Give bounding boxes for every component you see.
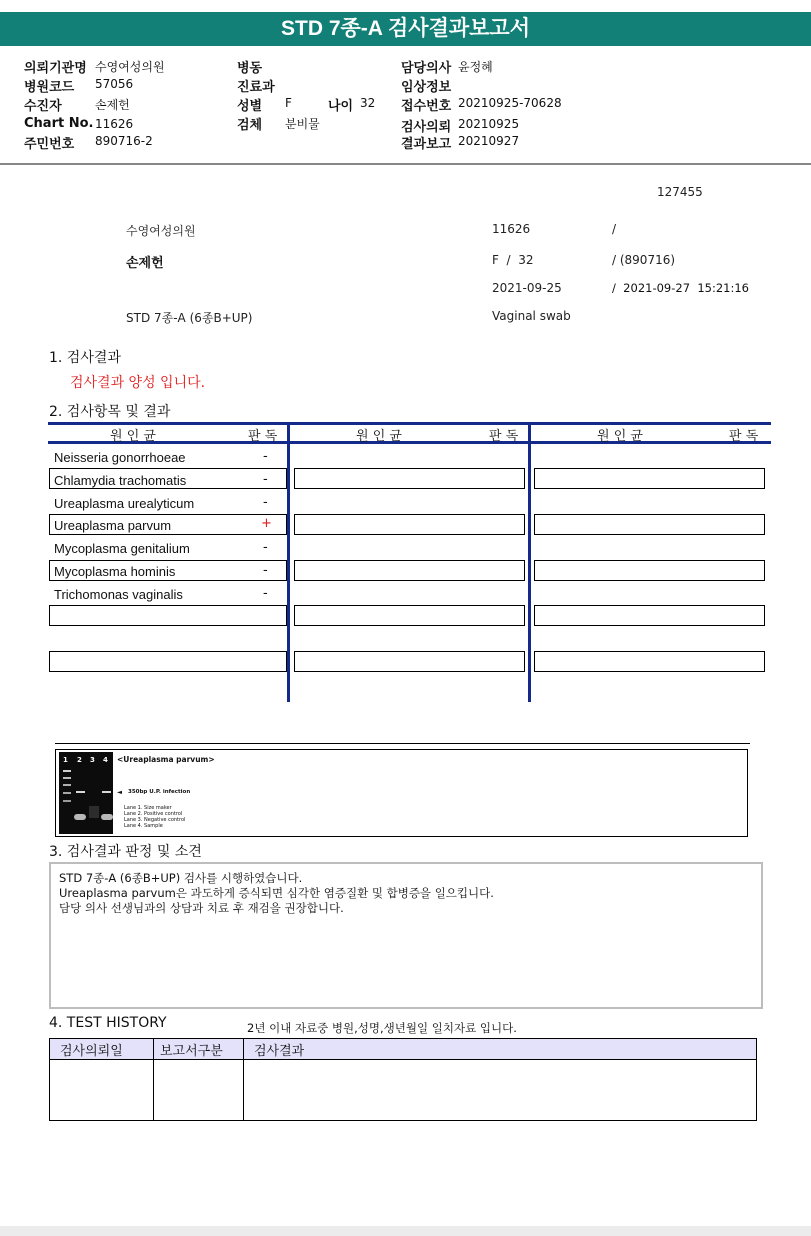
result-cell [294,560,525,581]
gel-band [63,784,71,786]
table-header-rule [48,441,771,444]
table-top-rule [48,422,771,425]
sex-label: 성별 [237,99,263,114]
col-header-judgment-2: 판 독 [489,429,519,444]
section1-title: 1. 검사결과 [49,350,121,366]
organism-judgment: - [263,586,268,601]
gel-lane-label: 3 [90,756,95,764]
section2-title: 2. 검사항목 및 결과 [49,404,171,420]
gel-band [63,792,71,794]
gel-band [63,800,71,802]
result-cell [534,514,765,535]
history-col-report-type: 보고서구분 [154,1039,244,1060]
section4-title: 4. TEST HISTORY [49,1015,167,1031]
col-header-organism-2: 원 인 균 [356,429,402,444]
result-cell [534,560,765,581]
specimen-value: 분비물 [285,117,320,131]
result-cell [294,651,525,672]
request-value: 20210925 [458,117,520,131]
gel-band [76,791,85,793]
gel-legend-item: Lane 1. Size maker [124,805,172,811]
gel-band [89,806,99,818]
info-hospital: 수영여성의원 [126,224,196,238]
report-title: STD 7종-A 검사결과보고서 [0,12,811,46]
history-table [49,1038,757,1121]
clinical-info-label: 임상정보 [401,80,452,95]
organism-judgment: - [263,563,268,578]
gel-legend-item: Lane 4. Sample [124,823,163,829]
age-value: 32 [360,96,376,110]
report-value: 20210927 [458,134,520,148]
section3-title: 3. 검사결과 판정 및 소견 [49,844,202,860]
chart-no-value: 11626 [95,117,134,131]
result-cell [294,605,525,626]
organism-name: Chlamydia trachomatis [54,473,187,488]
gel-lane-label: 1 [63,756,68,764]
receipt-no-value: 20210925-70628 [458,96,562,110]
result-cell [294,514,525,535]
col-header-judgment-3: 판 독 [729,429,759,444]
organism-judgment: - [263,472,268,487]
gel-lane-label: 2 [77,756,82,764]
table-column-divider-2 [528,422,531,702]
ward-label: 병동 [237,61,263,76]
gel-legend-item: Lane 3. Negative control [124,817,186,823]
gel-band [101,814,113,820]
hospital-code-label: 병원코드 [24,80,75,95]
sex-value: F [285,96,292,110]
history-header-row [50,1039,757,1060]
gel-arrow: ◄ [117,788,122,796]
table-column-divider-1 [287,422,290,702]
history-col-request-date: 검사의뢰일 [50,1039,154,1060]
info-sex-age: F / 32 [492,253,534,267]
specimen-label: 검체 [237,118,263,133]
hospital-label: 의뢰기관명 [24,61,87,76]
result-cell [534,605,765,626]
info-specimen: Vaginal swab [492,309,571,323]
organism-name: Mycoplasma genitalium [54,541,190,556]
gel-band [63,777,71,779]
organism-name: Trichomonas vaginalis [54,587,183,602]
organism-name: Ureaplasma urealyticum [54,496,195,511]
age-label: 나이 [328,99,354,114]
info-slash: / [612,222,617,236]
resident-no-value: 890716-2 [95,134,153,148]
result-summary: 검사결과 양성 입니다. [70,375,206,391]
history-cell [154,1060,244,1121]
gel-image [59,752,113,834]
history-cell [244,1060,757,1121]
resident-no-label: 주민번호 [24,137,75,152]
gel-top-rule [55,743,750,744]
result-cell [49,651,287,672]
opinion-line: Ureaplasma parvum은 과도하게 증식되면 심각한 염증질환 및 합병증을 일으킵니다. [59,886,494,900]
opinion-line: 담당 의사 선생님과의 상담과 치료 후 재검을 권장합니다. [59,901,344,915]
gel-band-label: 350bp U.P. infection [128,789,191,795]
table-row [50,1060,757,1121]
hospital-code-value: 57056 [95,77,134,91]
organism-name-positive: Ureaplasma parvum [54,518,172,533]
gel-band [102,791,111,793]
chart-no-label: Chart No. [24,116,94,131]
receipt-no-label: 접수번호 [401,99,452,114]
gel-band [63,770,71,772]
gel-title: <Ureaplasma parvum> [117,755,215,764]
opinion-line: STD 7종-A (6종B+UP) 검사를 시행하였습니다. [59,871,303,885]
report-label: 결과보고 [401,137,452,152]
info-birth: / (890716) [612,253,676,267]
info-chart-no: 11626 [492,222,531,236]
info-request-date: 2021-09-25 [492,281,562,295]
doctor-label: 담당의사 [401,61,452,76]
gel-band [74,814,86,820]
result-cell [49,605,287,626]
document-number: 127455 [657,185,703,199]
info-report-datetime: / 2021-09-27 15:21:16 [612,281,749,295]
patient-label: 수진자 [24,99,62,114]
info-test-name: STD 7종-A (6종B+UP) [126,311,253,325]
header-divider [0,163,811,165]
history-col-result: 검사결과 [244,1039,757,1060]
patient-value: 손제헌 [95,98,130,112]
hospital-value: 수영여성의원 [95,60,165,74]
result-cell [534,651,765,672]
col-header-organism-3: 원 인 균 [597,429,643,444]
result-cell [534,468,765,489]
organism-name: Mycoplasma hominis [54,564,176,579]
history-note: 2년 이내 자료중 병원,성명,생년월일 일치자료 입니다. [247,1021,517,1035]
gel-lane-label: 4 [103,756,108,764]
organism-judgment-positive: + [261,516,272,531]
organism-name: Neisseria gonorrhoeae [54,450,186,465]
organism-judgment: - [263,449,268,464]
organism-judgment: - [263,495,268,510]
doctor-value: 윤정혜 [458,60,493,74]
department-label: 진료과 [237,80,275,95]
gel-legend-item: Lane 2. Positive control [124,811,183,817]
col-header-organism-1: 원 인 균 [110,429,156,444]
history-cell [50,1060,154,1121]
result-cell [294,468,525,489]
col-header-judgment-1: 판 독 [248,429,278,444]
page-footer-band [0,1226,811,1236]
info-patient-name: 손제헌 [126,256,164,271]
request-label: 검사의뢰 [401,120,452,135]
organism-judgment: - [263,540,268,555]
